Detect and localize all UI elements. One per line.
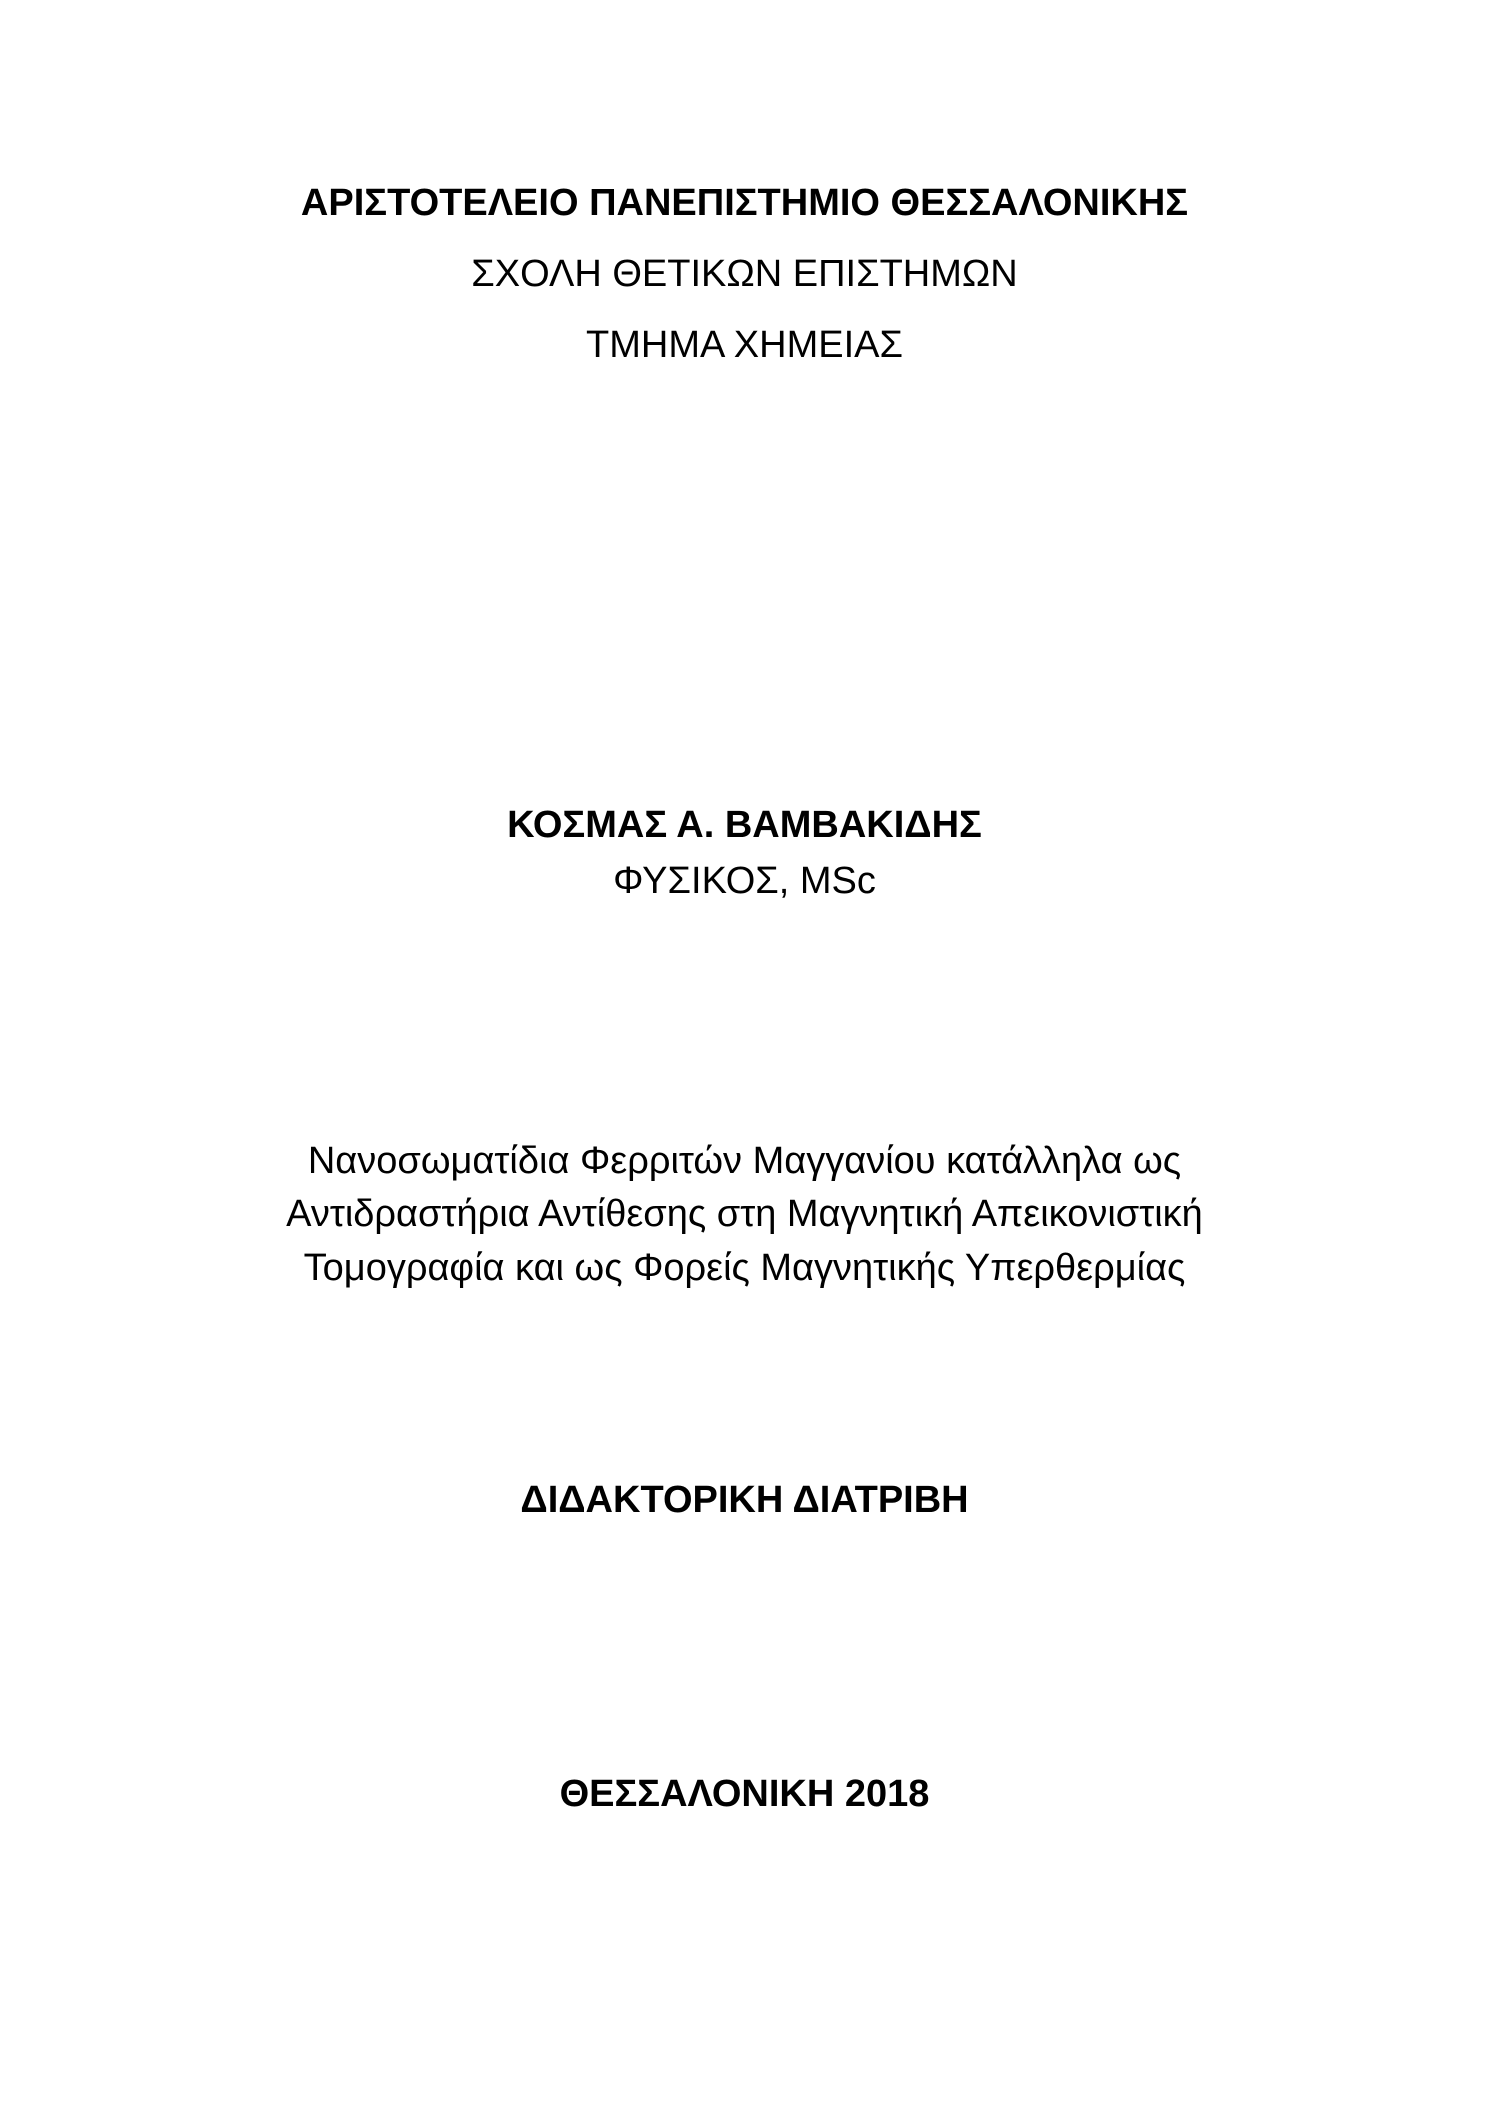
department-name: ΤΜΗΜΑ ΧΗΜΕΙΑΣ [586,324,903,366]
thesis-title-line-2: Αντιδραστήρια Αντίθεσης στη Μαγνητική Απεικονιστική [286,1193,1203,1235]
university-name: ΑΡΙΣΤΟΤΕΛΕΙΟ ΠΑΝΕΠΙΣΤΗΜΙΟ ΘΕΣΣΑΛΟΝΙΚΗΣ [300,182,1189,224]
school-name: ΣΧΟΛΗ ΘΕΤΙΚΩΝ ΕΠΙΣΤΗΜΩΝ [471,253,1018,295]
thesis-title-line-1: Νανοσωματίδια Φερριτών Μαγγανίου κατάλληλα ως [307,1140,1182,1182]
place-and-year: ΘΕΣΣΑΛΟΝΙΚΗ 2018 [559,1773,930,1815]
author-name: ΚΟΣΜΑΣ Α. ΒΑΜΒΑΚΙΔΗΣ [507,804,982,846]
document-type: ΔΙΔΑΚΤΟΡΙΚΗ ΔΙΑΤΡΙΒΗ [520,1479,969,1521]
author-credentials: ΦΥΣΙΚΟΣ, MSc [613,860,876,902]
thesis-title-line-3: Τομογραφία και ως Φορείς Μαγνητικής Υπερθερμίας [303,1247,1186,1289]
